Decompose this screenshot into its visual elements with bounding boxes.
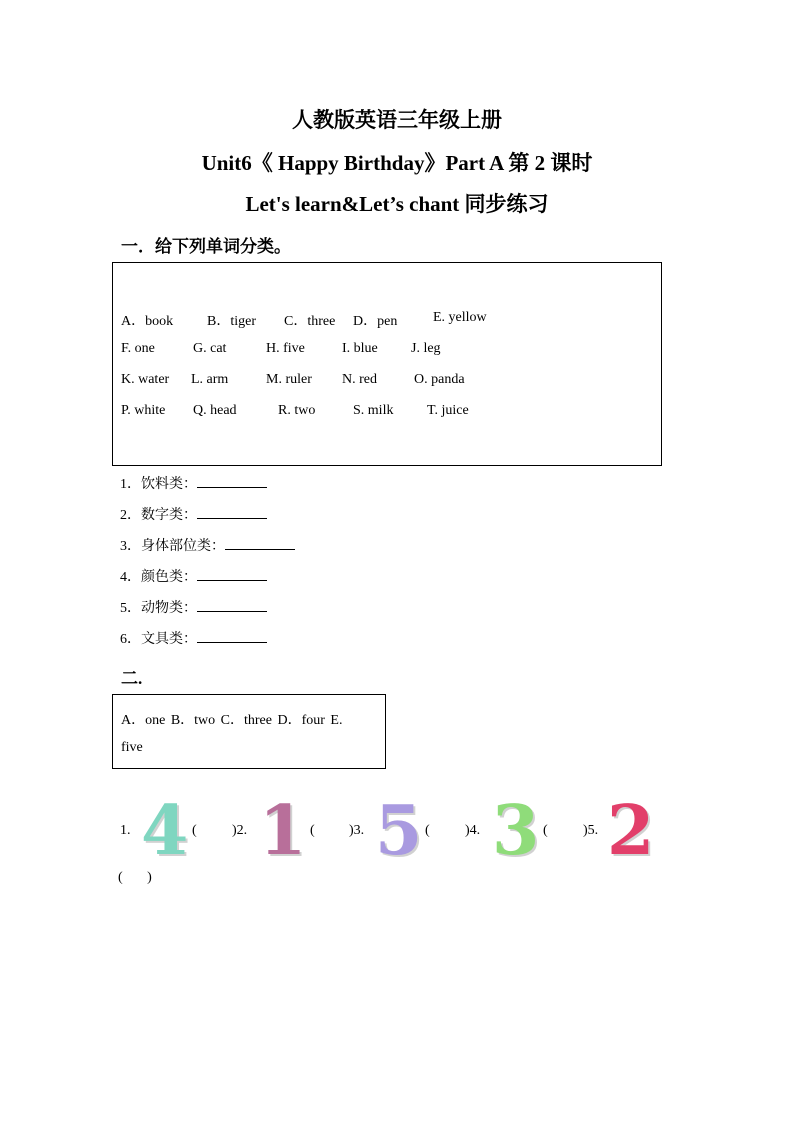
digit-3-image: 3: [492, 791, 540, 871]
answer-blank[interactable]: [197, 505, 267, 519]
word-option: K. water: [121, 372, 170, 387]
word-option: J. leg: [411, 341, 441, 356]
word-option: H. five: [266, 341, 305, 356]
word-option: G. cat: [193, 341, 227, 356]
category-question: [120, 535, 295, 555]
category-question: [120, 566, 267, 586]
category-question: [120, 473, 267, 493]
answer-blank[interactable]: [197, 474, 267, 488]
question-label: 6．文具类：: [120, 632, 197, 647]
title-line-2: Unit6《 Happy Birthday》Part A 第 2 课时: [201, 151, 593, 175]
word-option: A．book: [121, 314, 174, 329]
digit-2-image: 2: [607, 791, 655, 871]
answer-paren[interactable]: (: [543, 823, 548, 838]
question-label: 4．颜色类：: [120, 570, 197, 585]
word-option: L. arm: [191, 372, 229, 387]
word-option: M. ruler: [266, 372, 312, 387]
word-option: O. panda: [414, 372, 465, 387]
answer-blank[interactable]: [225, 536, 295, 550]
word-option: T. juice: [427, 403, 469, 418]
word-option: D．pen: [353, 314, 398, 329]
word-option: I. blue: [342, 341, 378, 356]
word-option: S. milk: [353, 403, 394, 418]
item-label: )2.: [232, 823, 248, 838]
word-option: F. one: [121, 341, 155, 356]
answer-paren[interactable]: (: [192, 823, 197, 838]
word-option: B．tiger: [207, 314, 256, 329]
answer-blank[interactable]: [197, 567, 267, 581]
answer-blank[interactable]: [197, 598, 267, 612]
category-question: [120, 597, 267, 617]
item-label: )5.: [583, 823, 599, 838]
category-question: [120, 504, 267, 524]
answer-blank[interactable]: [197, 629, 267, 643]
word-option: R. two: [278, 403, 316, 418]
question-label: 2．数字类：: [120, 508, 197, 523]
title-line-1: 人教版英语三年级上册: [292, 108, 502, 132]
question-label: 1．饮料类：: [120, 477, 197, 492]
item-label: )3.: [349, 823, 365, 838]
question-label: 5．动物类：: [120, 601, 197, 616]
word-option: Q. head: [193, 403, 237, 418]
section2-heading: 二.: [121, 669, 143, 688]
options-line: five: [121, 740, 143, 755]
digit-1-image: 1: [259, 791, 307, 871]
word-option: C．three: [284, 314, 336, 329]
answer-paren[interactable]: (: [310, 823, 315, 838]
question-label: 3．身体部位类：: [120, 539, 225, 554]
digit-5-image: 5: [375, 791, 423, 871]
options-line: A．one B．two C．three D．four E.: [121, 713, 343, 728]
section1-heading: 一．给下列单词分类。: [121, 237, 291, 256]
word-option: N. red: [342, 372, 377, 387]
item-label: 1.: [120, 823, 131, 838]
number-options-box: [112, 694, 386, 769]
digit-4-image: 4: [141, 791, 189, 871]
title-line-3: Let's learn&Let’s chant 同步练习: [245, 192, 549, 216]
answer-paren[interactable]: (: [425, 823, 430, 838]
category-question: [120, 628, 267, 648]
word-option: P. white: [121, 403, 166, 418]
word-option: E. yellow: [433, 310, 487, 325]
answer-paren[interactable]: ( ): [118, 870, 152, 885]
item-label: )4.: [465, 823, 481, 838]
word-bank-box: [112, 262, 662, 466]
